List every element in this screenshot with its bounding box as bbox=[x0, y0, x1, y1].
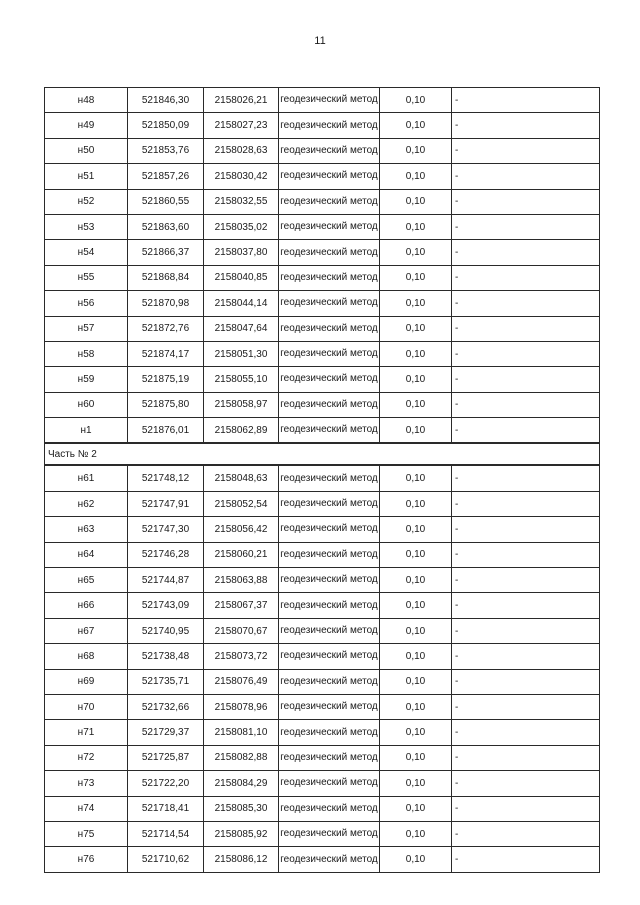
point-name-cell: н53 bbox=[45, 214, 128, 239]
table-row bbox=[45, 796, 600, 821]
coord-y-cell: 2158052,54 bbox=[204, 491, 279, 516]
coord-x-cell: 521738,48 bbox=[128, 644, 204, 669]
accuracy-cell: 0,10 bbox=[380, 694, 452, 719]
method-cell: геодезический метод bbox=[279, 113, 380, 138]
table-row bbox=[45, 568, 600, 593]
section-label: Часть № 2 bbox=[45, 443, 600, 465]
coord-y-cell: 2158062,89 bbox=[204, 418, 279, 444]
note-cell: - bbox=[452, 796, 600, 821]
coord-y-cell: 2158035,02 bbox=[204, 214, 279, 239]
accuracy-cell: 0,10 bbox=[380, 542, 452, 567]
coord-x-cell: 521872,76 bbox=[128, 316, 204, 341]
note-cell: - bbox=[452, 593, 600, 618]
note-cell: - bbox=[452, 113, 600, 138]
coord-x-cell: 521714,54 bbox=[128, 821, 204, 846]
coord-x-cell: 521743,09 bbox=[128, 593, 204, 618]
note-cell: - bbox=[452, 644, 600, 669]
method-cell: геодезический метод bbox=[279, 88, 380, 113]
coord-x-cell: 521875,80 bbox=[128, 392, 204, 417]
method-cell: геодезический метод bbox=[279, 771, 380, 796]
coord-y-cell: 2158058,97 bbox=[204, 392, 279, 417]
method-cell: геодезический метод bbox=[279, 593, 380, 618]
coord-x-cell: 521857,26 bbox=[128, 164, 204, 189]
point-name-cell: н55 bbox=[45, 265, 128, 290]
coord-y-cell: 2158027,23 bbox=[204, 113, 279, 138]
table-row bbox=[45, 240, 600, 265]
coord-x-cell: 521876,01 bbox=[128, 418, 204, 444]
coord-x-cell: 521729,37 bbox=[128, 720, 204, 745]
page-number: 11 bbox=[314, 35, 326, 47]
coord-x-cell: 521860,55 bbox=[128, 189, 204, 214]
coord-x-cell: 521710,62 bbox=[128, 847, 204, 872]
accuracy-cell: 0,10 bbox=[380, 517, 452, 542]
point-name-cell: н61 bbox=[45, 465, 128, 491]
point-name-cell: н70 bbox=[45, 694, 128, 719]
table-row bbox=[45, 164, 600, 189]
coord-x-cell: 521747,30 bbox=[128, 517, 204, 542]
accuracy-cell: 0,10 bbox=[380, 593, 452, 618]
method-cell: геодезический метод bbox=[279, 517, 380, 542]
method-cell: геодезический метод bbox=[279, 265, 380, 290]
coord-y-cell: 2158028,63 bbox=[204, 138, 279, 163]
note-cell: - bbox=[452, 847, 600, 872]
note-cell: - bbox=[452, 720, 600, 745]
table-row bbox=[45, 88, 600, 113]
table-row bbox=[45, 265, 600, 290]
method-cell: геодезический метод bbox=[279, 669, 380, 694]
method-cell: геодезический метод bbox=[279, 796, 380, 821]
point-name-cell: н57 bbox=[45, 316, 128, 341]
accuracy-cell: 0,10 bbox=[380, 796, 452, 821]
table-row bbox=[45, 465, 600, 491]
accuracy-cell: 0,10 bbox=[380, 644, 452, 669]
accuracy-cell: 0,10 bbox=[380, 138, 452, 163]
coord-y-cell: 2158078,96 bbox=[204, 694, 279, 719]
note-cell: - bbox=[452, 367, 600, 392]
table-row bbox=[45, 669, 600, 694]
coord-x-cell: 521744,87 bbox=[128, 568, 204, 593]
coord-x-cell: 521866,37 bbox=[128, 240, 204, 265]
coord-y-cell: 2158026,21 bbox=[204, 88, 279, 113]
table-row bbox=[45, 367, 600, 392]
accuracy-cell: 0,10 bbox=[380, 341, 452, 366]
note-cell: - bbox=[452, 164, 600, 189]
accuracy-cell: 0,10 bbox=[380, 214, 452, 239]
coord-x-cell: 521740,95 bbox=[128, 618, 204, 643]
method-cell: геодезический метод bbox=[279, 542, 380, 567]
table-row bbox=[45, 189, 600, 214]
coord-y-cell: 2158047,64 bbox=[204, 316, 279, 341]
coord-x-cell: 521748,12 bbox=[128, 465, 204, 491]
note-cell: - bbox=[452, 88, 600, 113]
accuracy-cell: 0,10 bbox=[380, 392, 452, 417]
accuracy-cell: 0,10 bbox=[380, 618, 452, 643]
point-name-cell: н64 bbox=[45, 542, 128, 567]
point-name-cell: н67 bbox=[45, 618, 128, 643]
note-cell: - bbox=[452, 240, 600, 265]
note-cell: - bbox=[452, 491, 600, 516]
coord-y-cell: 2158030,42 bbox=[204, 164, 279, 189]
table-row bbox=[45, 618, 600, 643]
accuracy-cell: 0,10 bbox=[380, 164, 452, 189]
accuracy-cell: 0,10 bbox=[380, 771, 452, 796]
method-cell: геодезический метод bbox=[279, 568, 380, 593]
coordinates-table bbox=[44, 87, 600, 873]
note-cell: - bbox=[452, 189, 600, 214]
coord-y-cell: 2158085,30 bbox=[204, 796, 279, 821]
method-cell: геодезический метод bbox=[279, 618, 380, 643]
coord-x-cell: 521846,30 bbox=[128, 88, 204, 113]
table-row bbox=[45, 542, 600, 567]
accuracy-cell: 0,10 bbox=[380, 367, 452, 392]
point-name-cell: н69 bbox=[45, 669, 128, 694]
note-cell: - bbox=[452, 542, 600, 567]
coord-y-cell: 2158086,12 bbox=[204, 847, 279, 872]
method-cell: геодезический метод bbox=[279, 720, 380, 745]
note-cell: - bbox=[452, 821, 600, 846]
coord-y-cell: 2158081,10 bbox=[204, 720, 279, 745]
coord-x-cell: 521746,28 bbox=[128, 542, 204, 567]
coord-y-cell: 2158063,88 bbox=[204, 568, 279, 593]
accuracy-cell: 0,10 bbox=[380, 669, 452, 694]
method-cell: геодезический метод bbox=[279, 240, 380, 265]
coord-x-cell: 521732,66 bbox=[128, 694, 204, 719]
method-cell: геодезический метод bbox=[279, 164, 380, 189]
accuracy-cell: 0,10 bbox=[380, 847, 452, 872]
table-row bbox=[45, 113, 600, 138]
coord-y-cell: 2158040,85 bbox=[204, 265, 279, 290]
note-cell: - bbox=[452, 568, 600, 593]
point-name-cell: н54 bbox=[45, 240, 128, 265]
point-name-cell: н71 bbox=[45, 720, 128, 745]
method-cell: геодезический метод bbox=[279, 392, 380, 417]
note-cell: - bbox=[452, 618, 600, 643]
coord-x-cell: 521747,91 bbox=[128, 491, 204, 516]
note-cell: - bbox=[452, 465, 600, 491]
table-row bbox=[45, 392, 600, 417]
method-cell: геодезический метод bbox=[279, 745, 380, 770]
method-cell: геодезический метод bbox=[279, 418, 380, 444]
coord-y-cell: 2158082,88 bbox=[204, 745, 279, 770]
point-name-cell: н60 bbox=[45, 392, 128, 417]
coord-y-cell: 2158070,67 bbox=[204, 618, 279, 643]
part2-header bbox=[45, 443, 600, 465]
coord-x-cell: 521870,98 bbox=[128, 291, 204, 316]
point-name-cell: н1 bbox=[45, 418, 128, 444]
table-row bbox=[45, 847, 600, 872]
table-row bbox=[45, 291, 600, 316]
table-row bbox=[45, 138, 600, 163]
point-name-cell: н75 bbox=[45, 821, 128, 846]
coord-y-cell: 2158067,37 bbox=[204, 593, 279, 618]
method-cell: геодезический метод bbox=[279, 694, 380, 719]
table-row bbox=[45, 418, 600, 444]
coord-y-cell: 2158032,55 bbox=[204, 189, 279, 214]
point-name-cell: н56 bbox=[45, 291, 128, 316]
table-row bbox=[45, 694, 600, 719]
method-cell: геодезический метод bbox=[279, 189, 380, 214]
coord-x-cell: 521735,71 bbox=[128, 669, 204, 694]
method-cell: геодезический метод bbox=[279, 316, 380, 341]
point-name-cell: н51 bbox=[45, 164, 128, 189]
coord-y-cell: 2158060,21 bbox=[204, 542, 279, 567]
table-row bbox=[45, 821, 600, 846]
point-name-cell: н76 bbox=[45, 847, 128, 872]
table-row bbox=[45, 517, 600, 542]
note-cell: - bbox=[452, 291, 600, 316]
point-name-cell: н65 bbox=[45, 568, 128, 593]
method-cell: геодезический метод bbox=[279, 367, 380, 392]
note-cell: - bbox=[452, 214, 600, 239]
point-name-cell: н52 bbox=[45, 189, 128, 214]
table-row bbox=[45, 745, 600, 770]
method-cell: геодезический метод bbox=[279, 291, 380, 316]
method-cell: геодезический метод bbox=[279, 491, 380, 516]
point-name-cell: н72 bbox=[45, 745, 128, 770]
point-name-cell: н74 bbox=[45, 796, 128, 821]
note-cell: - bbox=[452, 669, 600, 694]
coord-x-cell: 521874,17 bbox=[128, 341, 204, 366]
coord-y-cell: 2158048,63 bbox=[204, 465, 279, 491]
table-row bbox=[45, 771, 600, 796]
method-cell: геодезический метод bbox=[279, 821, 380, 846]
method-cell: геодезический метод bbox=[279, 214, 380, 239]
note-cell: - bbox=[452, 265, 600, 290]
note-cell: - bbox=[452, 771, 600, 796]
point-name-cell: н59 bbox=[45, 367, 128, 392]
point-name-cell: н50 bbox=[45, 138, 128, 163]
part2-rows bbox=[45, 465, 600, 872]
method-cell: геодезический метод bbox=[279, 847, 380, 872]
point-name-cell: н66 bbox=[45, 593, 128, 618]
note-cell: - bbox=[452, 392, 600, 417]
accuracy-cell: 0,10 bbox=[380, 465, 452, 491]
coord-y-cell: 2158073,72 bbox=[204, 644, 279, 669]
coord-x-cell: 521722,20 bbox=[128, 771, 204, 796]
accuracy-cell: 0,10 bbox=[380, 745, 452, 770]
accuracy-cell: 0,10 bbox=[380, 491, 452, 516]
note-cell: - bbox=[452, 745, 600, 770]
coord-x-cell: 521868,84 bbox=[128, 265, 204, 290]
coord-x-cell: 521725,87 bbox=[128, 745, 204, 770]
coord-x-cell: 521863,60 bbox=[128, 214, 204, 239]
method-cell: геодезический метод bbox=[279, 465, 380, 491]
method-cell: геодезический метод bbox=[279, 138, 380, 163]
coord-y-cell: 2158037,80 bbox=[204, 240, 279, 265]
accuracy-cell: 0,10 bbox=[380, 720, 452, 745]
point-name-cell: н58 bbox=[45, 341, 128, 366]
method-cell: геодезический метод bbox=[279, 341, 380, 366]
note-cell: - bbox=[452, 694, 600, 719]
accuracy-cell: 0,10 bbox=[380, 821, 452, 846]
coord-x-cell: 521850,09 bbox=[128, 113, 204, 138]
accuracy-cell: 0,10 bbox=[380, 568, 452, 593]
note-cell: - bbox=[452, 418, 600, 444]
point-name-cell: н62 bbox=[45, 491, 128, 516]
accuracy-cell: 0,10 bbox=[380, 189, 452, 214]
coord-y-cell: 2158085,92 bbox=[204, 821, 279, 846]
method-cell: геодезический метод bbox=[279, 644, 380, 669]
table-row bbox=[45, 644, 600, 669]
coord-x-cell: 521853,76 bbox=[128, 138, 204, 163]
coord-y-cell: 2158056,42 bbox=[204, 517, 279, 542]
coord-y-cell: 2158055,10 bbox=[204, 367, 279, 392]
table-row bbox=[45, 316, 600, 341]
accuracy-cell: 0,10 bbox=[380, 265, 452, 290]
coord-y-cell: 2158076,49 bbox=[204, 669, 279, 694]
accuracy-cell: 0,10 bbox=[380, 240, 452, 265]
table-row bbox=[45, 214, 600, 239]
note-cell: - bbox=[452, 316, 600, 341]
coord-y-cell: 2158084,29 bbox=[204, 771, 279, 796]
table-row bbox=[45, 720, 600, 745]
accuracy-cell: 0,10 bbox=[380, 88, 452, 113]
coord-x-cell: 521718,41 bbox=[128, 796, 204, 821]
part1-rows bbox=[45, 88, 600, 444]
accuracy-cell: 0,10 bbox=[380, 113, 452, 138]
accuracy-cell: 0,10 bbox=[380, 418, 452, 444]
coord-x-cell: 521875,19 bbox=[128, 367, 204, 392]
accuracy-cell: 0,10 bbox=[380, 316, 452, 341]
coord-y-cell: 2158051,30 bbox=[204, 341, 279, 366]
point-name-cell: н48 bbox=[45, 88, 128, 113]
note-cell: - bbox=[452, 517, 600, 542]
table-row bbox=[45, 341, 600, 366]
note-cell: - bbox=[452, 341, 600, 366]
point-name-cell: н73 bbox=[45, 771, 128, 796]
table-row bbox=[45, 491, 600, 516]
point-name-cell: н49 bbox=[45, 113, 128, 138]
coord-y-cell: 2158044,14 bbox=[204, 291, 279, 316]
point-name-cell: н68 bbox=[45, 644, 128, 669]
point-name-cell: н63 bbox=[45, 517, 128, 542]
section-row bbox=[45, 443, 600, 465]
note-cell: - bbox=[452, 138, 600, 163]
accuracy-cell: 0,10 bbox=[380, 291, 452, 316]
table-row bbox=[45, 593, 600, 618]
